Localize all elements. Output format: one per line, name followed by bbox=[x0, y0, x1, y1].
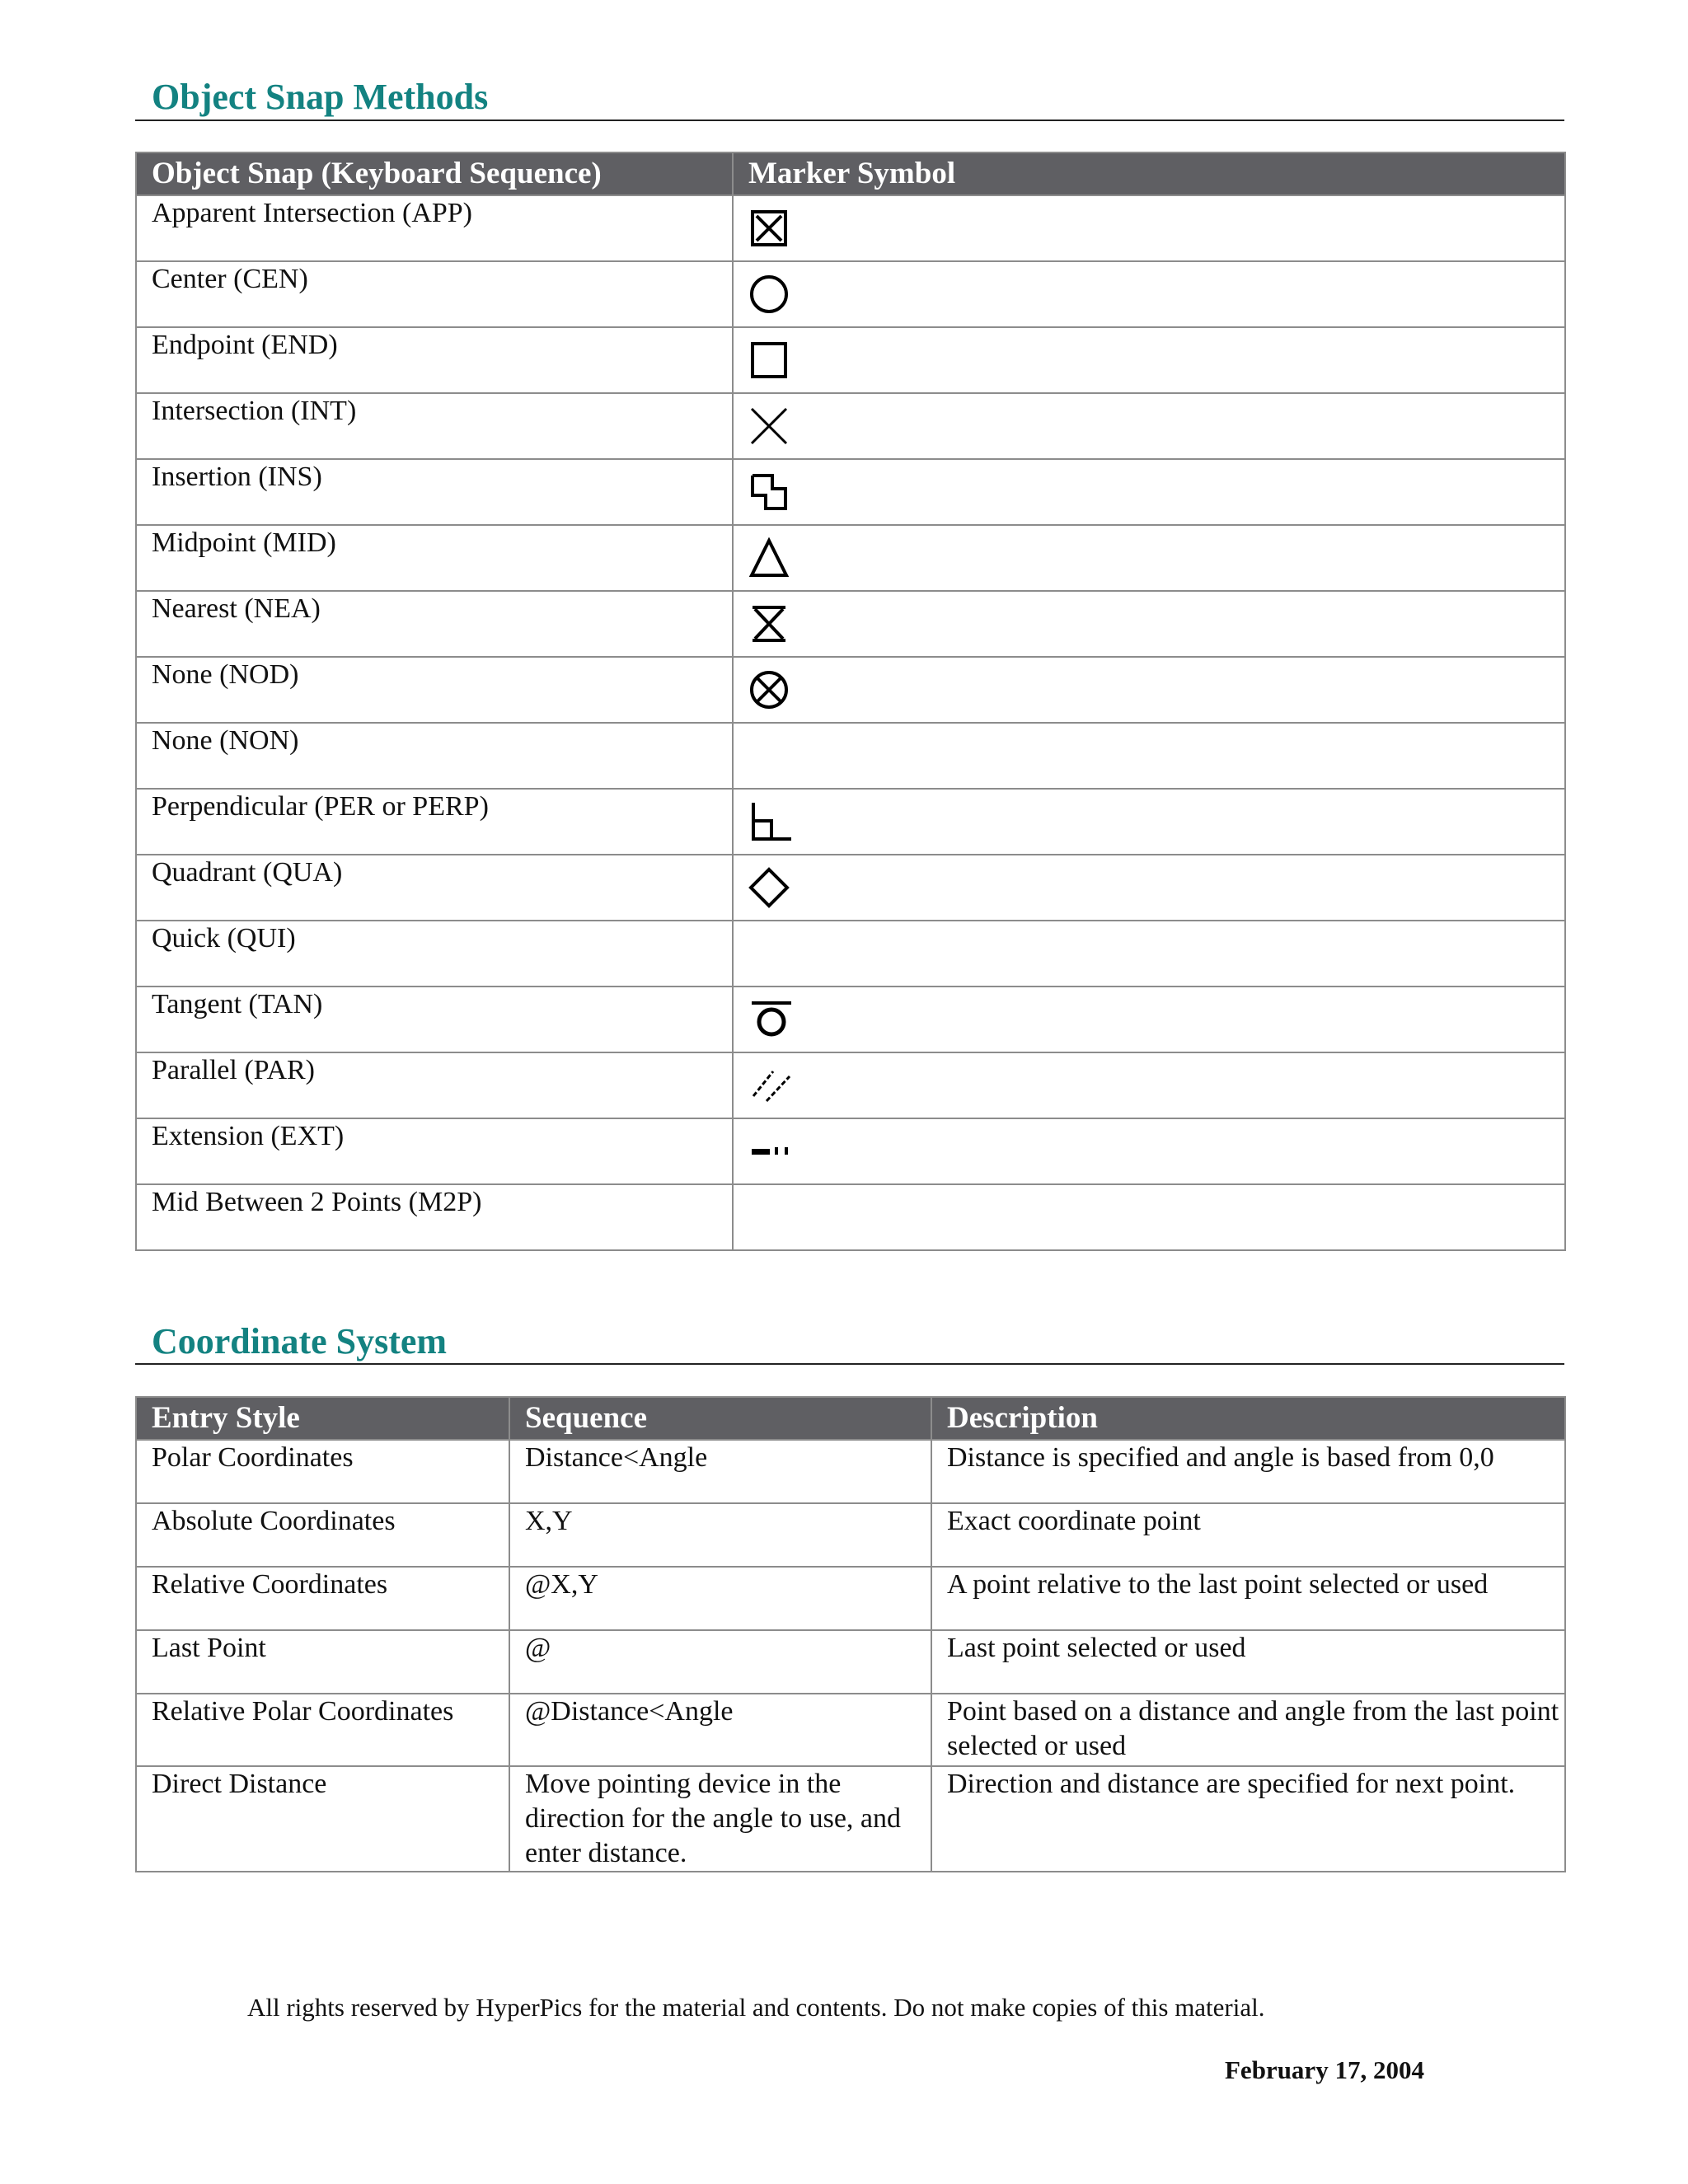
table-header-row bbox=[136, 1397, 1565, 1440]
marker-cell bbox=[733, 1184, 1565, 1250]
table-row bbox=[136, 1630, 1565, 1694]
table-row bbox=[136, 855, 1565, 921]
marker-cell bbox=[733, 1118, 1565, 1184]
table-row bbox=[136, 1567, 1565, 1630]
snap-label: None (NOD) bbox=[136, 657, 733, 723]
nearest-marker-icon bbox=[748, 603, 790, 644]
description-cell: Direction and distance are specified for next point. bbox=[931, 1766, 1565, 1872]
object-snap-table bbox=[135, 152, 1566, 1251]
table-row bbox=[136, 1766, 1565, 1872]
table-row bbox=[136, 987, 1565, 1052]
snap-label: Nearest (NEA) bbox=[136, 591, 733, 657]
marker-cell bbox=[733, 855, 1565, 921]
description-cell: Point based on a distance and angle from the last point selected or used bbox=[931, 1694, 1565, 1766]
table-row bbox=[136, 1184, 1565, 1250]
marker-cell bbox=[733, 459, 1565, 525]
column-header-description: Description bbox=[931, 1397, 1565, 1440]
entry-style-cell: Last Point bbox=[136, 1630, 509, 1694]
quadrant-marker-icon bbox=[748, 867, 790, 908]
table-row bbox=[136, 657, 1565, 723]
snap-label: Apparent Intersection (APP) bbox=[136, 195, 733, 261]
table-row bbox=[136, 1118, 1565, 1184]
sequence-cell: @X,Y bbox=[509, 1567, 931, 1630]
snap-label: Mid Between 2 Points (M2P) bbox=[136, 1184, 733, 1250]
section-title-object-snap: Object Snap Methods bbox=[152, 77, 489, 117]
sequence-cell: X,Y bbox=[509, 1503, 931, 1567]
table-row bbox=[136, 789, 1565, 855]
marker-cell bbox=[733, 987, 1565, 1052]
table-row bbox=[136, 327, 1565, 393]
marker-cell bbox=[733, 789, 1565, 855]
midpoint-marker-icon bbox=[748, 537, 790, 579]
marker-cell bbox=[733, 195, 1565, 261]
snap-label: Quadrant (QUA) bbox=[136, 855, 733, 921]
sequence-cell: Distance<Angle bbox=[509, 1440, 931, 1503]
table-header-row bbox=[136, 152, 1565, 195]
intersection-marker-icon bbox=[748, 405, 790, 447]
sequence-cell: Move pointing device in the direction for the angle to use, and enter distance. bbox=[509, 1766, 931, 1872]
section-title-coordinate-system: Coordinate System bbox=[152, 1321, 448, 1361]
snap-label: Center (CEN) bbox=[136, 261, 733, 327]
description-cell: Last point selected or used bbox=[931, 1630, 1565, 1694]
marker-cell bbox=[733, 1052, 1565, 1118]
snap-label: Quick (QUI) bbox=[136, 921, 733, 987]
table-row bbox=[136, 921, 1565, 987]
entry-style-cell: Direct Distance bbox=[136, 1766, 509, 1872]
marker-cell bbox=[733, 723, 1565, 789]
table-row bbox=[136, 1503, 1565, 1567]
section-divider bbox=[135, 120, 1564, 121]
sequence-cell: @ bbox=[509, 1630, 931, 1694]
node-marker-icon bbox=[748, 669, 790, 710]
column-header-marker-symbol: Marker Symbol bbox=[733, 152, 1565, 195]
snap-label: Midpoint (MID) bbox=[136, 525, 733, 591]
table-row bbox=[136, 591, 1565, 657]
tangent-marker-icon bbox=[748, 999, 795, 1040]
table-row bbox=[136, 1052, 1565, 1118]
table-row bbox=[136, 261, 1565, 327]
endpoint-marker-icon bbox=[748, 340, 790, 381]
snap-label: Endpoint (END) bbox=[136, 327, 733, 393]
table-row bbox=[136, 195, 1565, 261]
table-row bbox=[136, 525, 1565, 591]
center-marker-icon bbox=[748, 274, 790, 315]
entry-style-cell: Absolute Coordinates bbox=[136, 1503, 509, 1567]
snap-label: Extension (EXT) bbox=[136, 1118, 733, 1184]
snap-label: Tangent (TAN) bbox=[136, 987, 733, 1052]
document-date: February 17, 2004 bbox=[1225, 2055, 1424, 2084]
table-row bbox=[136, 1440, 1565, 1503]
snap-label: Intersection (INT) bbox=[136, 393, 733, 459]
extension-marker-icon bbox=[748, 1131, 795, 1172]
insertion-marker-icon bbox=[748, 471, 790, 513]
copyright-notice: All rights reserved by HyperPics for the material and contents. Do not make copies of this material. bbox=[247, 1993, 1265, 2022]
marker-cell bbox=[733, 261, 1565, 327]
table-row bbox=[136, 723, 1565, 789]
marker-cell bbox=[733, 525, 1565, 591]
marker-cell bbox=[733, 393, 1565, 459]
entry-style-cell: Polar Coordinates bbox=[136, 1440, 509, 1503]
snap-label: Perpendicular (PER or PERP) bbox=[136, 789, 733, 855]
entry-style-cell: Relative Coordinates bbox=[136, 1567, 509, 1630]
marker-cell bbox=[733, 921, 1565, 987]
description-cell: Exact coordinate point bbox=[931, 1503, 1565, 1567]
perpendicular-marker-icon bbox=[748, 801, 795, 842]
marker-cell bbox=[733, 657, 1565, 723]
section-divider bbox=[135, 1363, 1564, 1365]
entry-style-cell: Relative Polar Coordinates bbox=[136, 1694, 509, 1766]
table-row bbox=[136, 393, 1565, 459]
coordinate-system-table bbox=[135, 1396, 1566, 1872]
table-row bbox=[136, 1694, 1565, 1766]
marker-cell bbox=[733, 327, 1565, 393]
apparent-intersection-marker-icon bbox=[748, 208, 790, 249]
snap-label: Parallel (PAR) bbox=[136, 1052, 733, 1118]
description-cell: Distance is specified and angle is based from 0,0 bbox=[931, 1440, 1565, 1503]
parallel-marker-icon bbox=[748, 1065, 795, 1106]
snap-label: None (NON) bbox=[136, 723, 733, 789]
column-header-sequence: Sequence bbox=[509, 1397, 931, 1440]
marker-cell bbox=[733, 591, 1565, 657]
snap-label: Insertion (INS) bbox=[136, 459, 733, 525]
column-header-entry-style: Entry Style bbox=[136, 1397, 509, 1440]
sequence-cell: @Distance<Angle bbox=[509, 1694, 931, 1766]
description-cell: A point relative to the last point selected or used bbox=[931, 1567, 1565, 1630]
column-header-object-snap: Object Snap (Keyboard Sequence) bbox=[136, 152, 733, 195]
table-row bbox=[136, 459, 1565, 525]
